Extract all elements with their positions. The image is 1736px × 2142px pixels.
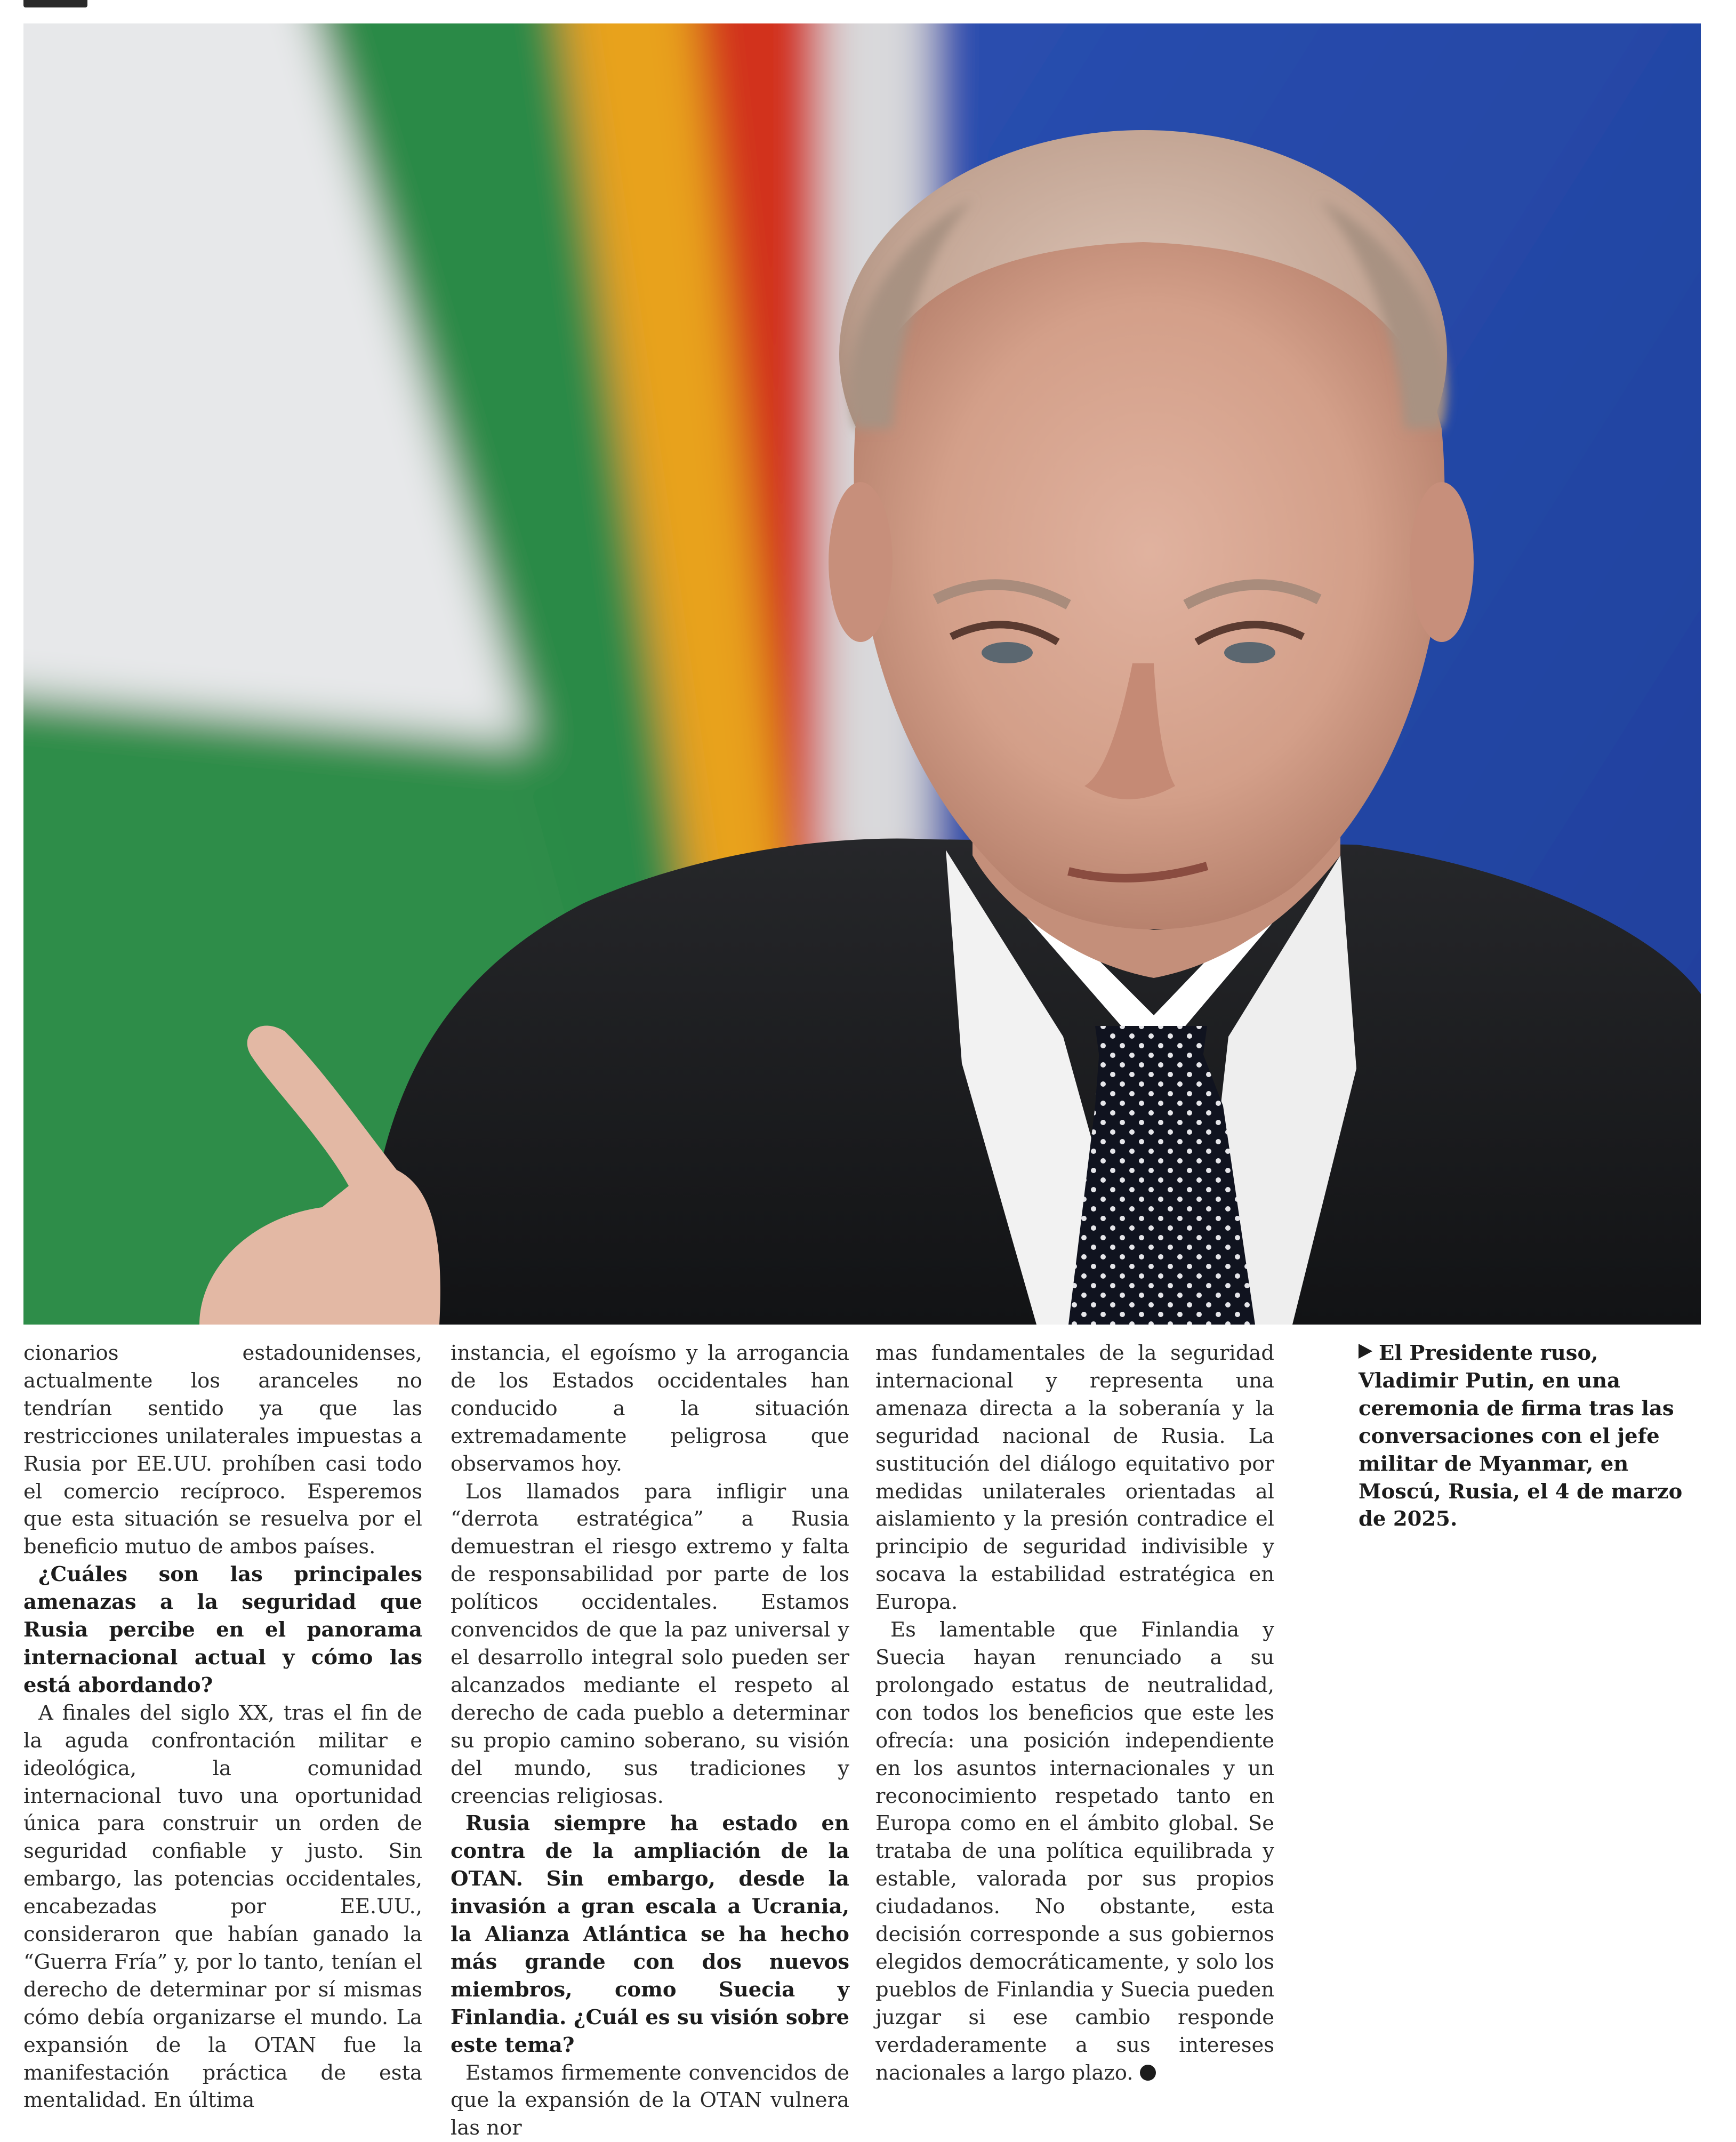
paragraph-text: Es lamentable que Finlandia y Suecia hayan renunciado a su prolongado estatus de neutralidad, con todos los beneficios que este les ofrecía: una posición independiente en los asuntos internacionales y un reconocimiento respetado tanto en Europa como en el ámbito global. Se trataba de una política equilibrada y estable, valorada por sus propios ciudadanos. No obstante, esta decisión corresponde a sus gobiernos elegidos democráticamente, y solo los pueblos de Finlandia y Suecia pueden juzgar si ese cambio responde verdaderamente a sus intereses nacionales a largo plazo. bbox=[875, 1618, 1274, 2085]
eye-left bbox=[982, 642, 1033, 663]
caption-text: El Presidente ruso, Vladimir Putin, en una ceremonia de firma tras las conversaciones con el jefe militar de Myanmar, en Moscú, Rusia, el 4 de marzo de 2025. bbox=[1359, 1341, 1683, 1531]
putin-photo-illustration bbox=[23, 23, 1701, 1325]
paragraph: cionarios estadounidenses, actualmente los aranceles no tendrían sentido ya que las restricciones unilaterales impuestas a Rusia por EE.UU. prohíben casi todo el comercio recíproco. Esperemos que esta situación se resuelva por el beneficio mutuo de ambos países. bbox=[23, 1341, 422, 1559]
paragraph: mas fundamentales de la seguridad internacional y representa una amenaza directa a la soberanía y la seguridad nacional de Rusia. La sustitución del diálogo equitativo por medidas unilaterales orientadas al aislamiento y la presión contradice el principio de seguridad indivisible y socava la estabilidad estratégica en Europa. bbox=[875, 1341, 1274, 1615]
eye-right bbox=[1224, 642, 1275, 663]
photo bbox=[23, 23, 1701, 1325]
article-column-2 bbox=[451, 1339, 849, 2142]
interview-question: ¿Cuáles son las principales amenazas a la seguridad que Rusia percibe en el panorama internacional actual y cómo las está abordando? bbox=[23, 1562, 422, 1697]
paragraph bbox=[875, 1616, 1274, 2087]
article-column-1 bbox=[23, 1339, 422, 2114]
article-column-3 bbox=[875, 1339, 1274, 2087]
paragraph: A finales del siglo XX, tras el fin de la aguda confrontación militar e ideológica, la comunidad internacional tuvo una oportunidad única para construir un orden de seguridad confiable y justo. Sin embargo, las potencias occidentales, encabezadas por EE.UU., consideraron que habían ganado la “Guerra Fría” y, por lo tanto, tenían el derecho de determinar por sí mismas cómo debía organizarse el mundo. La expansión de la OTAN fue la manifestación práctica de esta mentalidad. En última bbox=[23, 1700, 422, 2113]
paragraph: Los llamados para infligir una “derrota estratégica” a Rusia demuestran el riesgo extremo y falta de responsabilidad por parte de los políticos occidentales. Estamos convencidos de que la paz universal y el desarrollo integral solo pueden ser alcanzados mediante el respeto al derecho de cada pueblo a determinar su propio camino soberano, su visión del mundo, sus tradiciones y creencias religiosas. bbox=[451, 1479, 849, 1808]
caption-arrow-icon bbox=[1359, 1344, 1372, 1359]
end-of-article-mark bbox=[1140, 2065, 1156, 2081]
photo-caption bbox=[1359, 1339, 1700, 1533]
paragraph: Estamos firmemente convencidos de que la expansión de la OTAN vulnera las nor bbox=[451, 2060, 849, 2140]
interview-question: Rusia siempre ha estado en contra de la ampliación de la OTAN. Sin embargo, desde la invasión a gran escala a Ucrania, la Alianza Atlántica se ha hecho más grande con dos nuevos miembros, como Suecia y Finlandia. ¿Cuál es su visión sobre este tema? bbox=[451, 1811, 849, 2057]
header-fragment bbox=[23, 0, 87, 7]
paragraph: instancia, el egoísmo y la arrogancia de los Estados occidentales han conducido a la situación extremadamente peligrosa que observamos hoy. bbox=[451, 1341, 849, 1476]
